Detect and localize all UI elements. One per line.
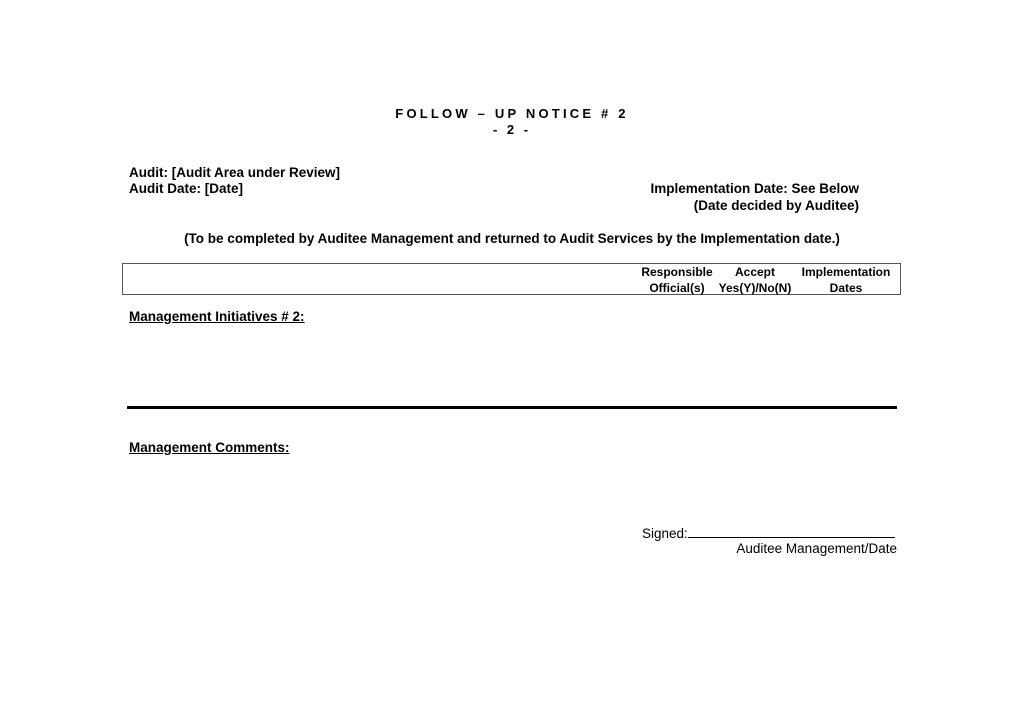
audit-area-line: Audit: [Audit Area under Review] <box>129 165 341 180</box>
col-accept-line2: Yes(Y)/No(N) <box>718 281 792 295</box>
col-responsible-line2: Official(s) <box>649 281 705 295</box>
management-comments-heading: Management Comments: <box>129 440 290 455</box>
notice-title: FOLLOW – UP NOTICE # 2 <box>395 106 629 121</box>
section-divider <box>127 406 897 409</box>
col-implementation-header <box>793 264 899 296</box>
col-accept-header <box>710 264 800 296</box>
signature-role: Auditee Management/Date <box>736 541 897 556</box>
page-number: - 2 - <box>492 122 532 137</box>
audit-date-line: Audit Date: [Date] <box>129 181 243 196</box>
col-accept-line1: Accept <box>734 265 775 279</box>
instruction-text: (To be completed by Auditee Management and returned to Audit Services by the Implementation date.) <box>184 231 840 246</box>
col-implementation-line1: Implementation <box>801 265 891 279</box>
implementation-date: Implementation Date: See Below <box>650 181 859 196</box>
col-responsible-line1: Responsible <box>641 265 713 279</box>
col-implementation-line2: Dates <box>829 281 863 295</box>
signature-blank <box>688 524 895 538</box>
implementation-note: (Date decided by Auditee) <box>693 198 859 213</box>
col-responsible-header <box>635 264 719 296</box>
signed-label: Signed: <box>642 526 688 541</box>
signature-line <box>642 524 895 541</box>
management-initiatives-heading: Management Initiatives # 2: <box>129 309 305 324</box>
